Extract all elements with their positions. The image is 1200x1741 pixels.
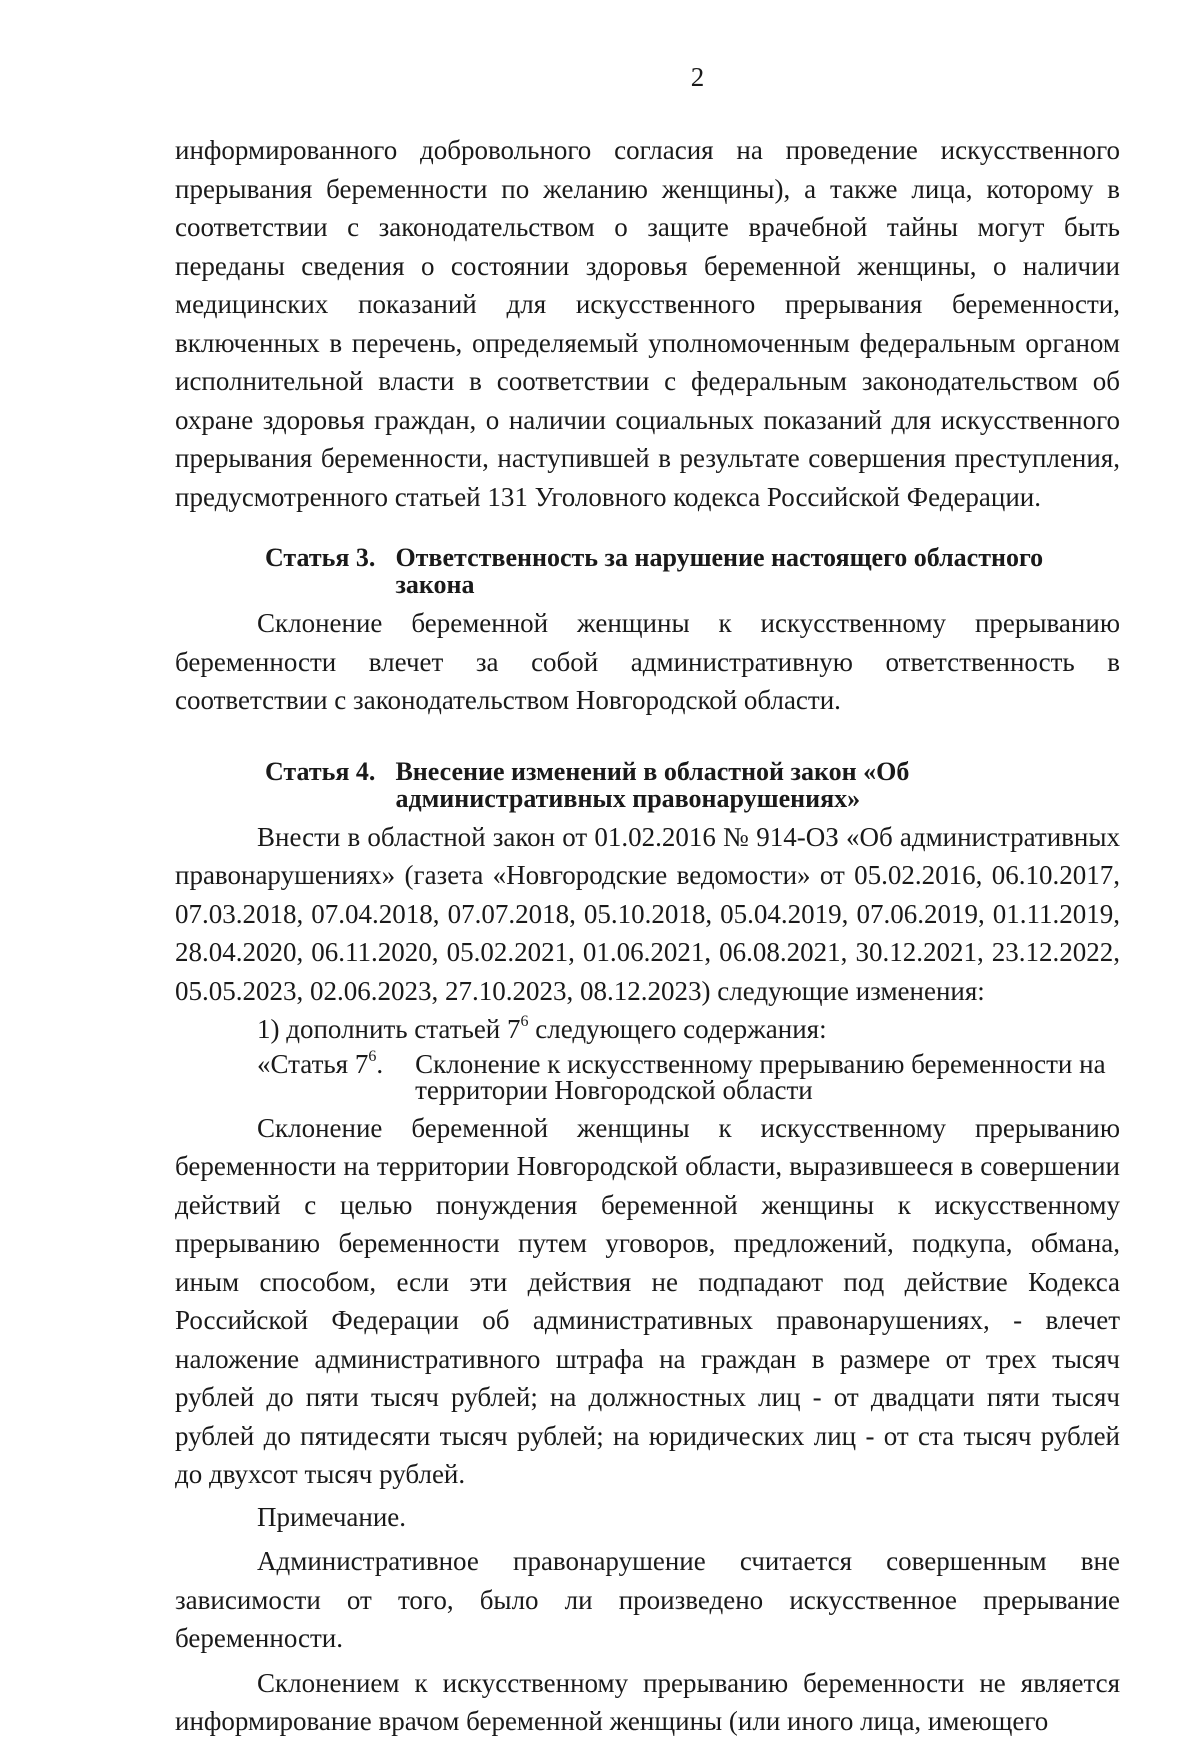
new-article-heading (257, 1047, 1120, 1105)
item-1-sup: 6 (520, 1013, 529, 1030)
note-text-2: Склонением к искусственному прерыванию беременности не является информирование врачом беременной женщины (или иного лица, имеющего (175, 1667, 1120, 1736)
article-4-number: Статья 4. (265, 756, 376, 786)
new-article-number-suffix: . (376, 1048, 384, 1079)
item-1-suffix: следующего содержания: (528, 1014, 827, 1044)
note-text-1: Административное правонарушение считается совершенным вне зависимости от того, было ли произведено искусственное прерывание беременности. (175, 1546, 1120, 1653)
new-article-number-prefix: «Статья 7 (257, 1048, 369, 1079)
article-3-number: Статья 3. (265, 543, 376, 572)
article-3-heading (265, 544, 1120, 598)
article-4-intro: Внести в областной закон от 01.02.2016 № 914-ОЗ «Об административных правонарушениях» (газета «Новгородские ведомости» от 05.02.2016, 06.10.2017, 07.03.2018, 07.04.2018, 07.07.2018, 05.10.2018, 05.04.2019, 07.06.2019, 01.11.2019, 28.04.2020, 06.11.2020, 05.02.2021, 01.06.2021, 06.08.2021, 30.12.2021, 23.12.2022, 05.05.2023, 02.06.2023, 27.10.2023, 08.12.2023) следующие изменения: (175, 821, 1120, 1006)
new-article-text: Склонение беременной женщины к искусственному прерыванию беременности на территории Новгородской области, выразившееся в совершении действий с целью понуждения беременной женщины к искусственному прерыванию беременности путем уговоров, предложений, подкупа, обмана, иным способом, если эти действия не подпадают под действие Кодекса Российской Федерации об административных правонарушениях, - влечет наложение административного штрафа на граждан в размере от трех тысяч рублей до пяти тысяч рублей; на должностных лиц - от двадцати пяти тысяч рублей до пятидесяти тысяч рублей; на юридических лиц - от ста тысяч рублей до двухсот тысяч рублей. (175, 1112, 1120, 1489)
note-label: Примечание. (257, 1501, 407, 1532)
article-3-title: Ответственность за нарушение настоящего областного закона (395, 543, 1044, 599)
page-number: 2 (690, 62, 705, 92)
new-article-number (257, 1047, 384, 1103)
article-4-item-1 (175, 1010, 1120, 1049)
article-4-title: Внесение изменений в областной закон «Об административных правонарушениях» (395, 756, 910, 813)
article-4-heading (265, 758, 1120, 812)
item-1-prefix: 1) дополнить статьей 7 (257, 1014, 521, 1044)
article-3-text: Склонение беременной женщины к искусственному прерыванию беременности влечет за собой административную ответственность в соответствии с законодательством Новгородской области. (175, 608, 1120, 715)
new-article-number-sup: 6 (368, 1047, 377, 1065)
new-article-title: Склонение к искусственному прерыванию беременности на территории Новгородской области (415, 1048, 1106, 1105)
continued-paragraph: информированного добровольного согласия на проведение искусственного прерывания беременности по желанию женщины), а также лица, которому в соответствии с законодательством о защите врачебной тайны могут быть переданы сведения о состоянии здоровья беременной женщины, о наличии медицинских показаний для искусственного прерывания беременности, включенных в перечень, определяемый уполномоченным федеральным органом исполнительной власти в соответствии с федеральным законодательством об охране здоровья граждан, о наличии социальных показаний для искусственного прерывания беременности, наступившей в результате совершения преступления, предусмотренного статьей 131 Уголовного кодекса Российской Федерации. (175, 135, 1120, 512)
